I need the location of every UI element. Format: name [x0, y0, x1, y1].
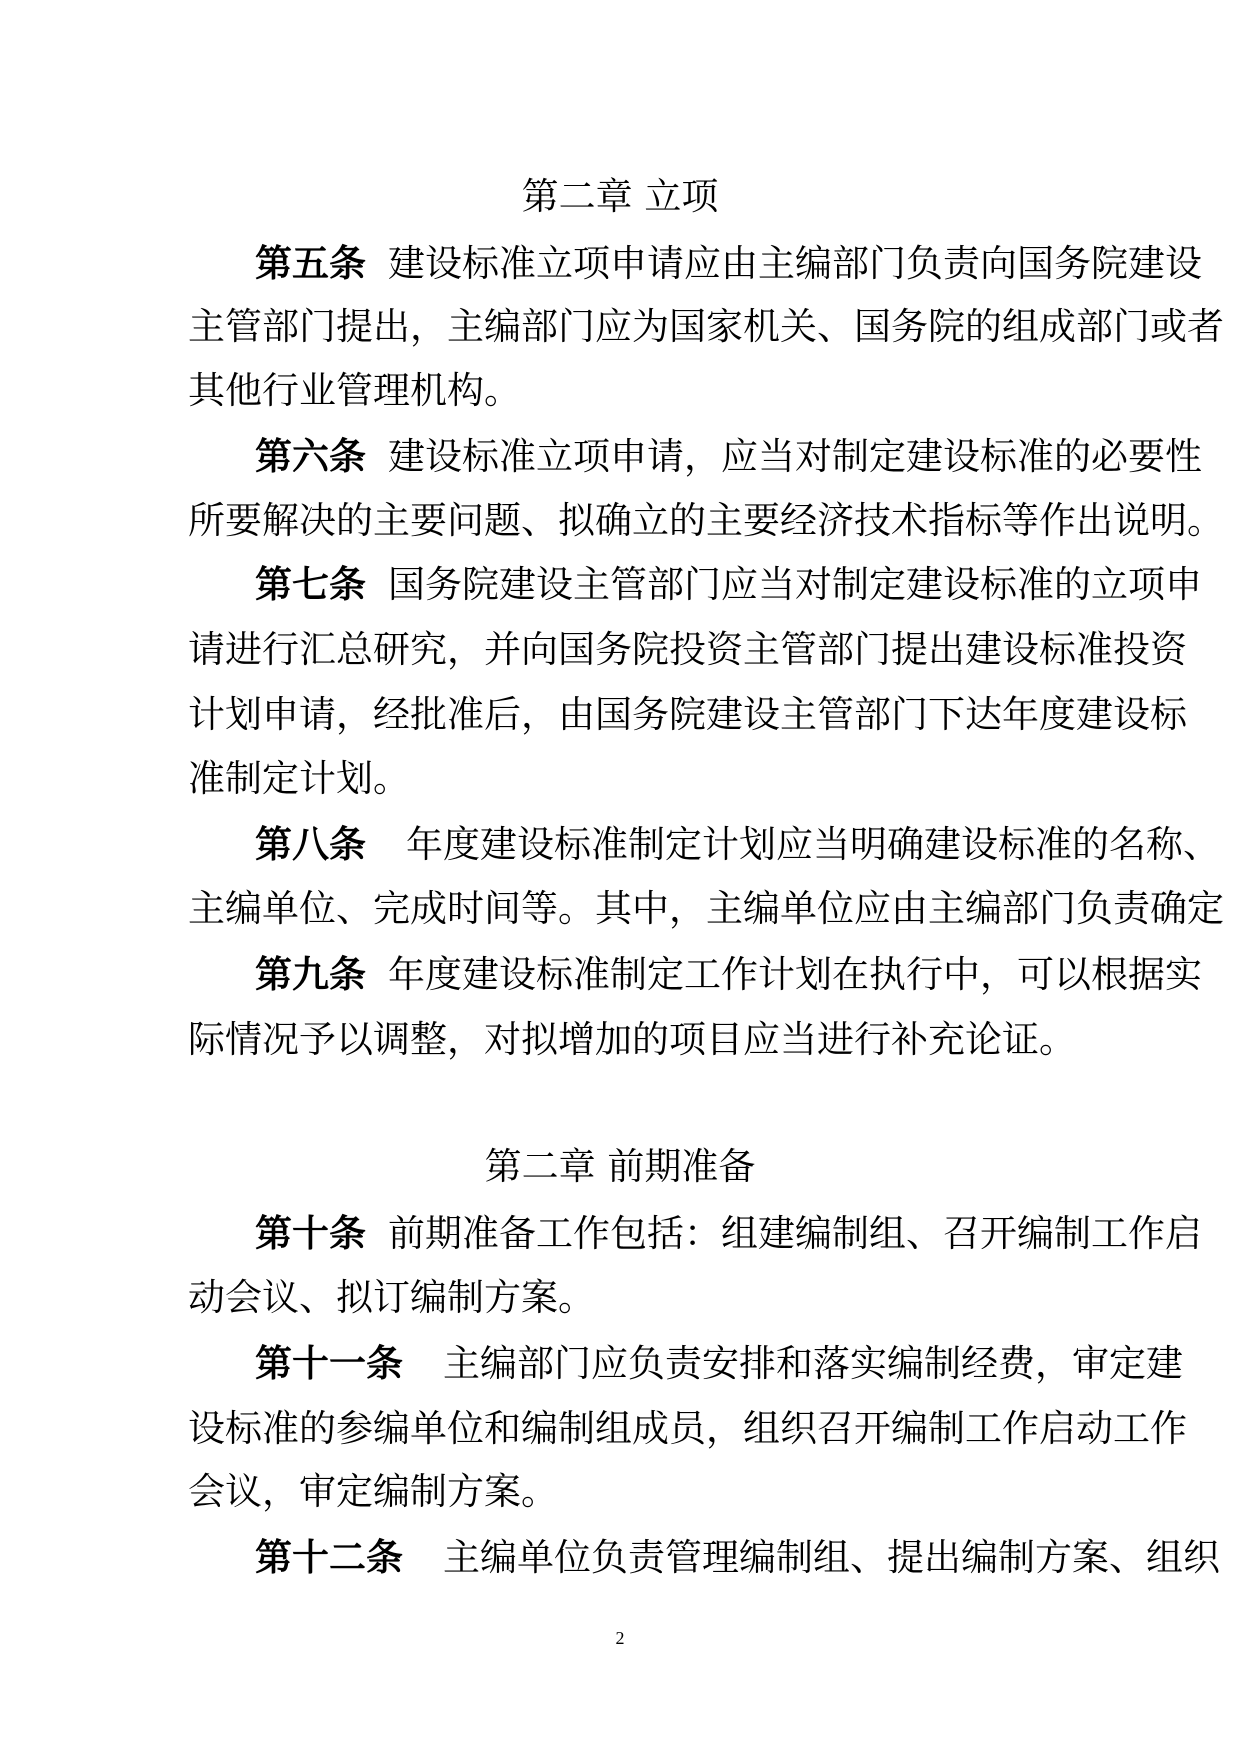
article-label: 第六条 [255, 435, 366, 478]
article-text: 准制定计划。 [188, 757, 410, 800]
article-text: 会议，审定编制方案。 [188, 1470, 558, 1513]
article-text: 主管部门提出，主编部门应为国家机关、国务院的组成部门或者 [188, 305, 1224, 348]
article-text: 建设标准立项申请，应当对制定建设标准的必要性 [388, 435, 1202, 478]
article-text: 请进行汇总研究，并向国务院投资主管部门提出建设标准投资 [188, 628, 1187, 671]
article-label: 第五条 [255, 242, 366, 285]
article-text: 计划申请，经批准后，由国务院建设主管部门下达年度建设标 [188, 693, 1187, 736]
article-text: 前期准备工作包括：组建编制组、召开编制工作启 [388, 1212, 1202, 1255]
article-text: 建设标准立项申请应由主编部门负责向国务院建设 [388, 242, 1202, 285]
article-label: 第十二条 [255, 1536, 403, 1579]
article-text: 主编部门应负责安排和落实编制经费，审定建 [443, 1342, 1183, 1385]
article-text: 主编单位负责管理编制组、提出编制方案、组织 [443, 1536, 1220, 1579]
chapter-title: 第二章 立项 [521, 175, 719, 218]
article-label: 第九条 [255, 953, 366, 996]
chapter-title: 第二章 前期准备 [484, 1145, 756, 1188]
article-text: 其他行业管理机构。 [188, 369, 521, 412]
article-text: 设标准的参编单位和编制组成员，组织召开编制工作启动工作 [188, 1407, 1187, 1450]
article-text: 际情况予以调整，对拟增加的项目应当进行补充论证。 [188, 1018, 1076, 1061]
article-text: 年度建设标准制定工作计划在执行中，可以根据实 [388, 953, 1202, 996]
article-label: 第十条 [255, 1212, 366, 1255]
article-text: 动会议、拟订编制方案。 [188, 1276, 595, 1319]
article-text: 年度建设标准制定计划应当明确建设标准的名称、 [406, 823, 1220, 866]
page-number: 2 [615, 1628, 625, 1648]
article-label: 第八条 [255, 823, 366, 866]
article-text: 国务院建设主管部门应当对制定建设标准的立项申 [388, 563, 1202, 606]
article-text: 主编单位、完成时间等。其中，主编单位应由主编部门负责确定 [188, 887, 1224, 930]
article-label: 第十一条 [255, 1342, 403, 1385]
article-text: 所要解决的主要问题、拟确立的主要经济技术指标等作出说明。 [188, 499, 1224, 542]
article-label: 第七条 [255, 563, 366, 606]
